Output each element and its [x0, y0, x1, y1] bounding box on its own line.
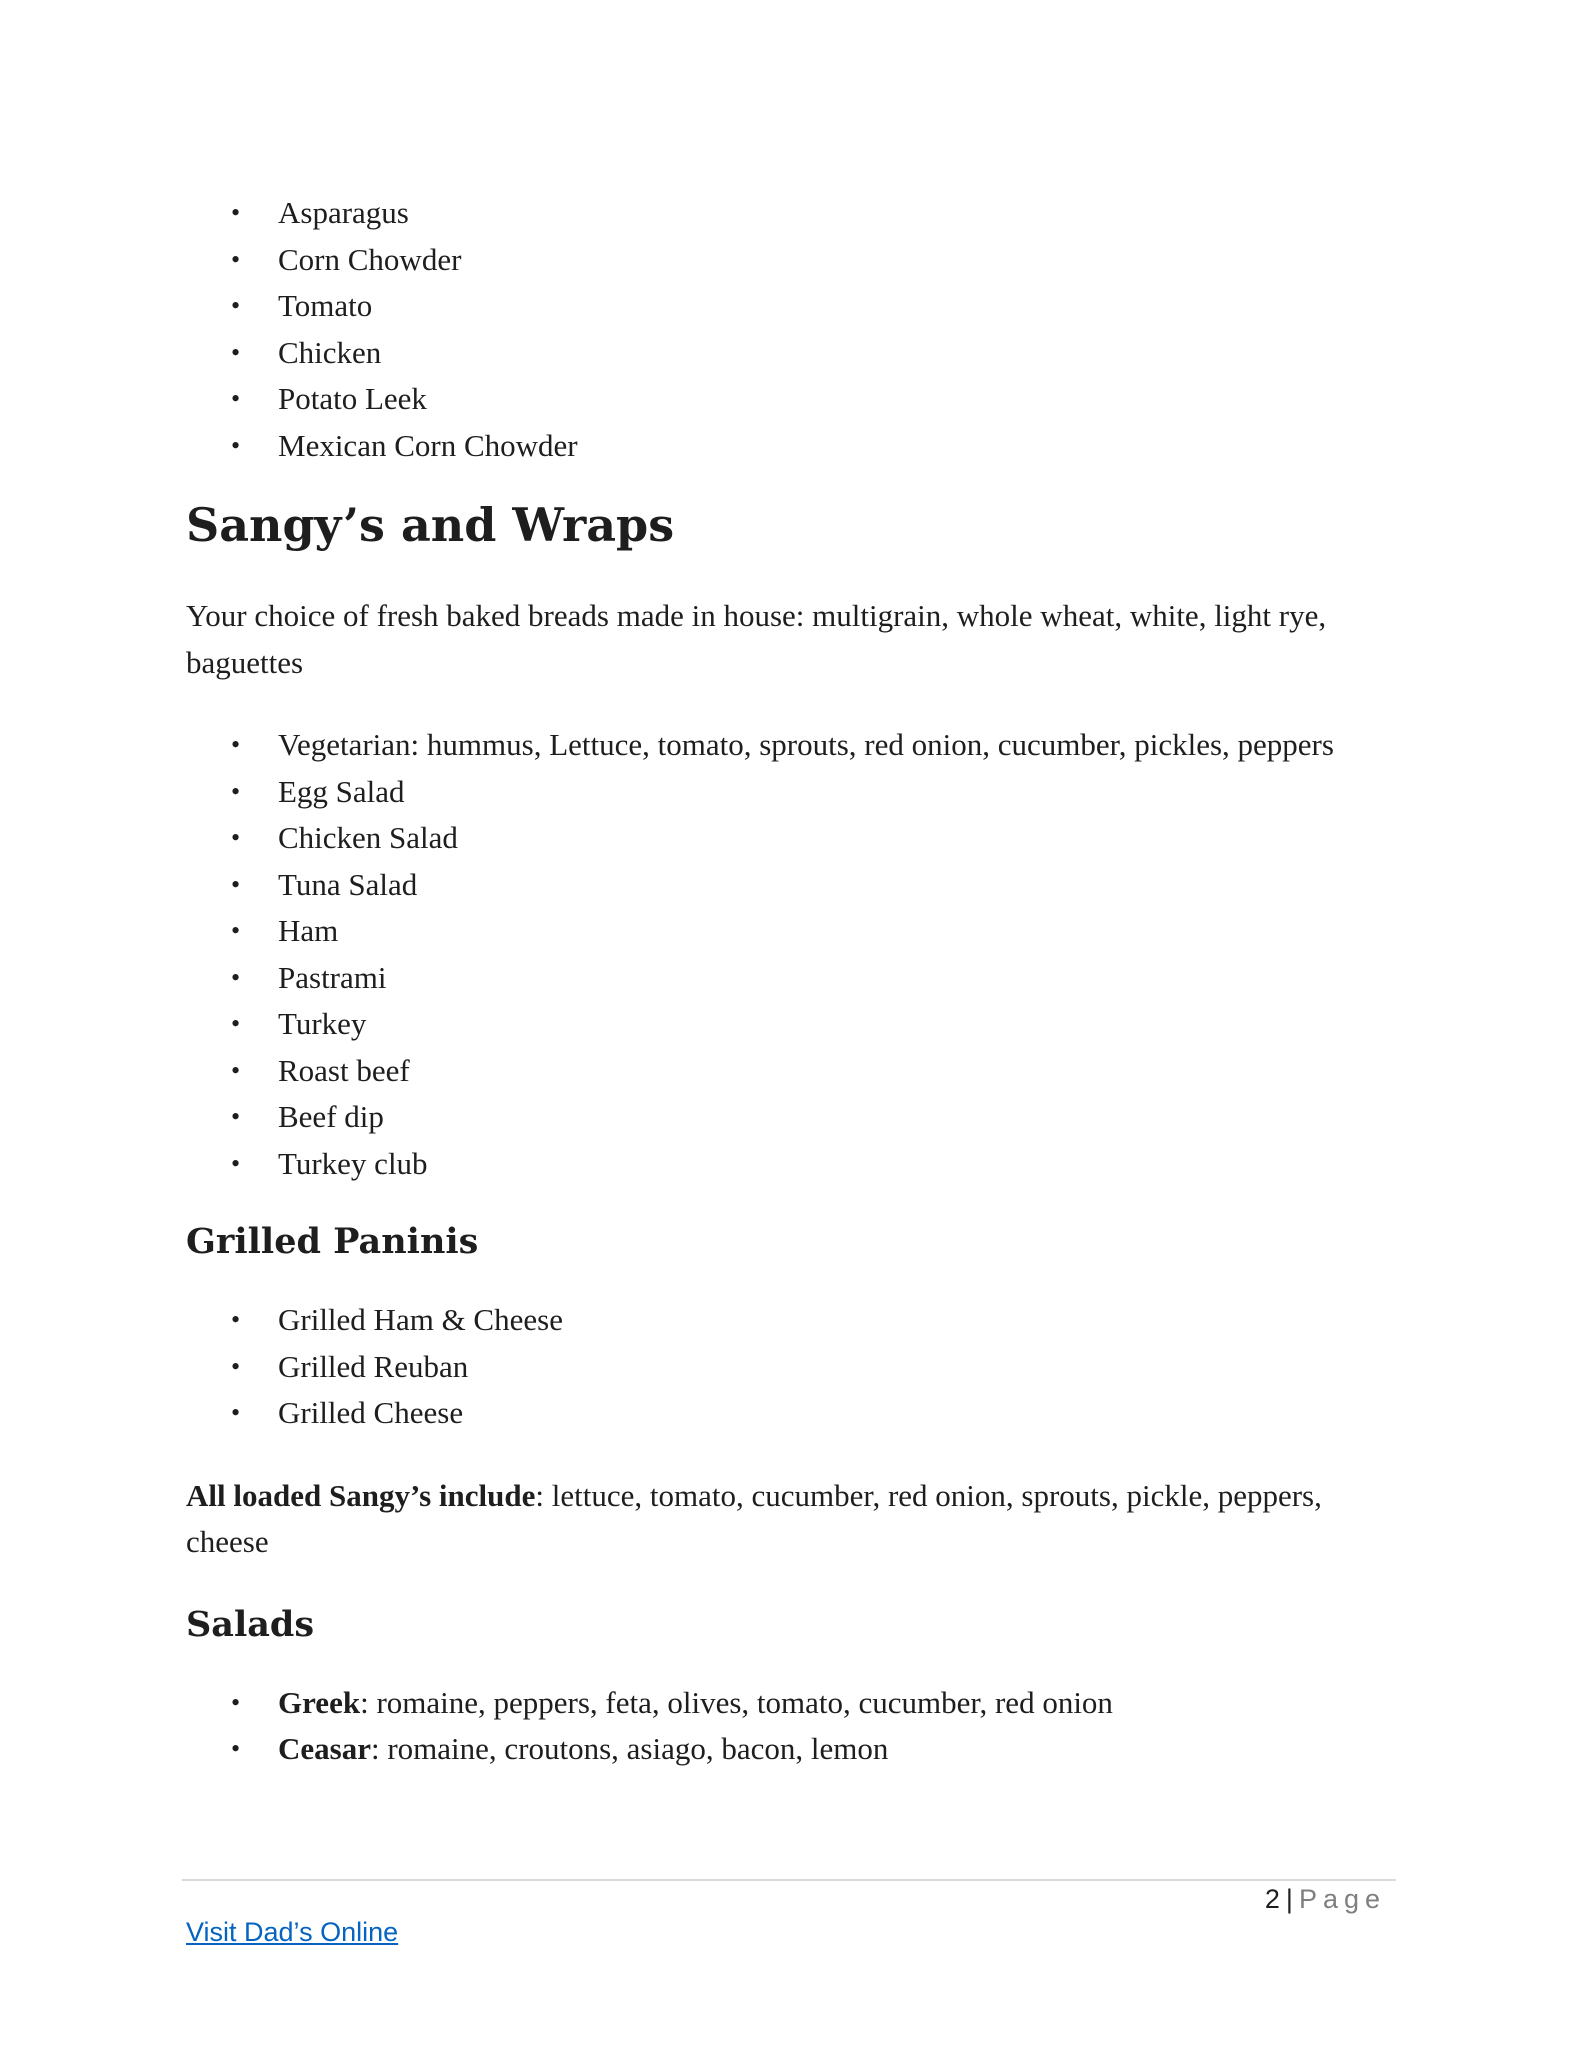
soup-item: • Tomato: [278, 283, 1396, 330]
salads-list: [186, 1680, 1396, 1773]
paninis-list: [186, 1297, 1396, 1437]
sangy-item: • Turkey club: [278, 1141, 1396, 1188]
loaded-sangys-label: All loaded Sangy’s include: [186, 1477, 536, 1513]
soup-item: • Mexican Corn Chowder: [278, 423, 1396, 470]
sangy-item: • Pastrami: [278, 955, 1396, 1002]
soup-item: • Corn Chowder: [278, 237, 1396, 284]
sangy-item: • Egg Salad: [278, 769, 1396, 816]
salad-desc: : romaine, peppers, feta, olives, tomato, cucumber, red onion: [360, 1684, 1113, 1720]
loaded-sangys-note: [186, 1473, 1396, 1566]
page-content: [186, 190, 1396, 1773]
page-number-separator: |: [1285, 1884, 1293, 1914]
sangy-item: • Roast beef: [278, 1048, 1396, 1095]
salad-name: Greek: [278, 1684, 361, 1720]
soup-item: • Asparagus: [278, 190, 1396, 237]
sangys-heading: Sangy’s and Wraps: [186, 498, 675, 552]
soup-item: • Chicken: [278, 330, 1396, 377]
page-number: [1265, 1884, 1386, 1915]
sangy-item: • Beef dip: [278, 1094, 1396, 1141]
page-number-value: 2: [1264, 1884, 1280, 1914]
soup-list: [186, 190, 1396, 469]
paninis-heading: Grilled Paninis: [186, 1221, 479, 1262]
page-label: Page: [1298, 1884, 1386, 1914]
sangy-item: • Chicken Salad: [278, 815, 1396, 862]
sangy-item: • Turkey: [278, 1001, 1396, 1048]
panini-item: • Grilled Cheese: [278, 1390, 1396, 1437]
panini-item: • Grilled Ham & Cheese: [278, 1297, 1396, 1344]
sangy-item: • Vegetarian: hummus, Lettuce, tomato, sprouts, red onion, cucumber, pickles, peppers: [278, 722, 1396, 769]
visit-dads-online-link[interactable]: Visit Dad’s Online: [186, 1917, 399, 1947]
sangys-list: [186, 722, 1396, 1187]
sangys-intro: Your choice of fresh baked breads made in house: multigrain, whole wheat, white, light rye, baguettes: [186, 598, 1327, 680]
sangy-item: • Ham: [278, 908, 1396, 955]
salad-item: [278, 1680, 1396, 1727]
loaded-sangys-text: : lettuce, tomato, cucumber, red onion, sprouts, pickle, peppers, cheese: [186, 1477, 1322, 1559]
salad-item: [278, 1726, 1396, 1773]
footer-divider: [182, 1879, 1396, 1881]
panini-item: • Grilled Reuban: [278, 1344, 1396, 1391]
salad-desc: : romaine, croutons, asiago, bacon, lemon: [370, 1731, 889, 1766]
soup-item: • Potato Leek: [278, 376, 1396, 423]
salad-name: Ceasar: [278, 1731, 371, 1766]
sangy-item: • Tuna Salad: [278, 862, 1396, 909]
salads-heading: Salads: [186, 1603, 315, 1645]
